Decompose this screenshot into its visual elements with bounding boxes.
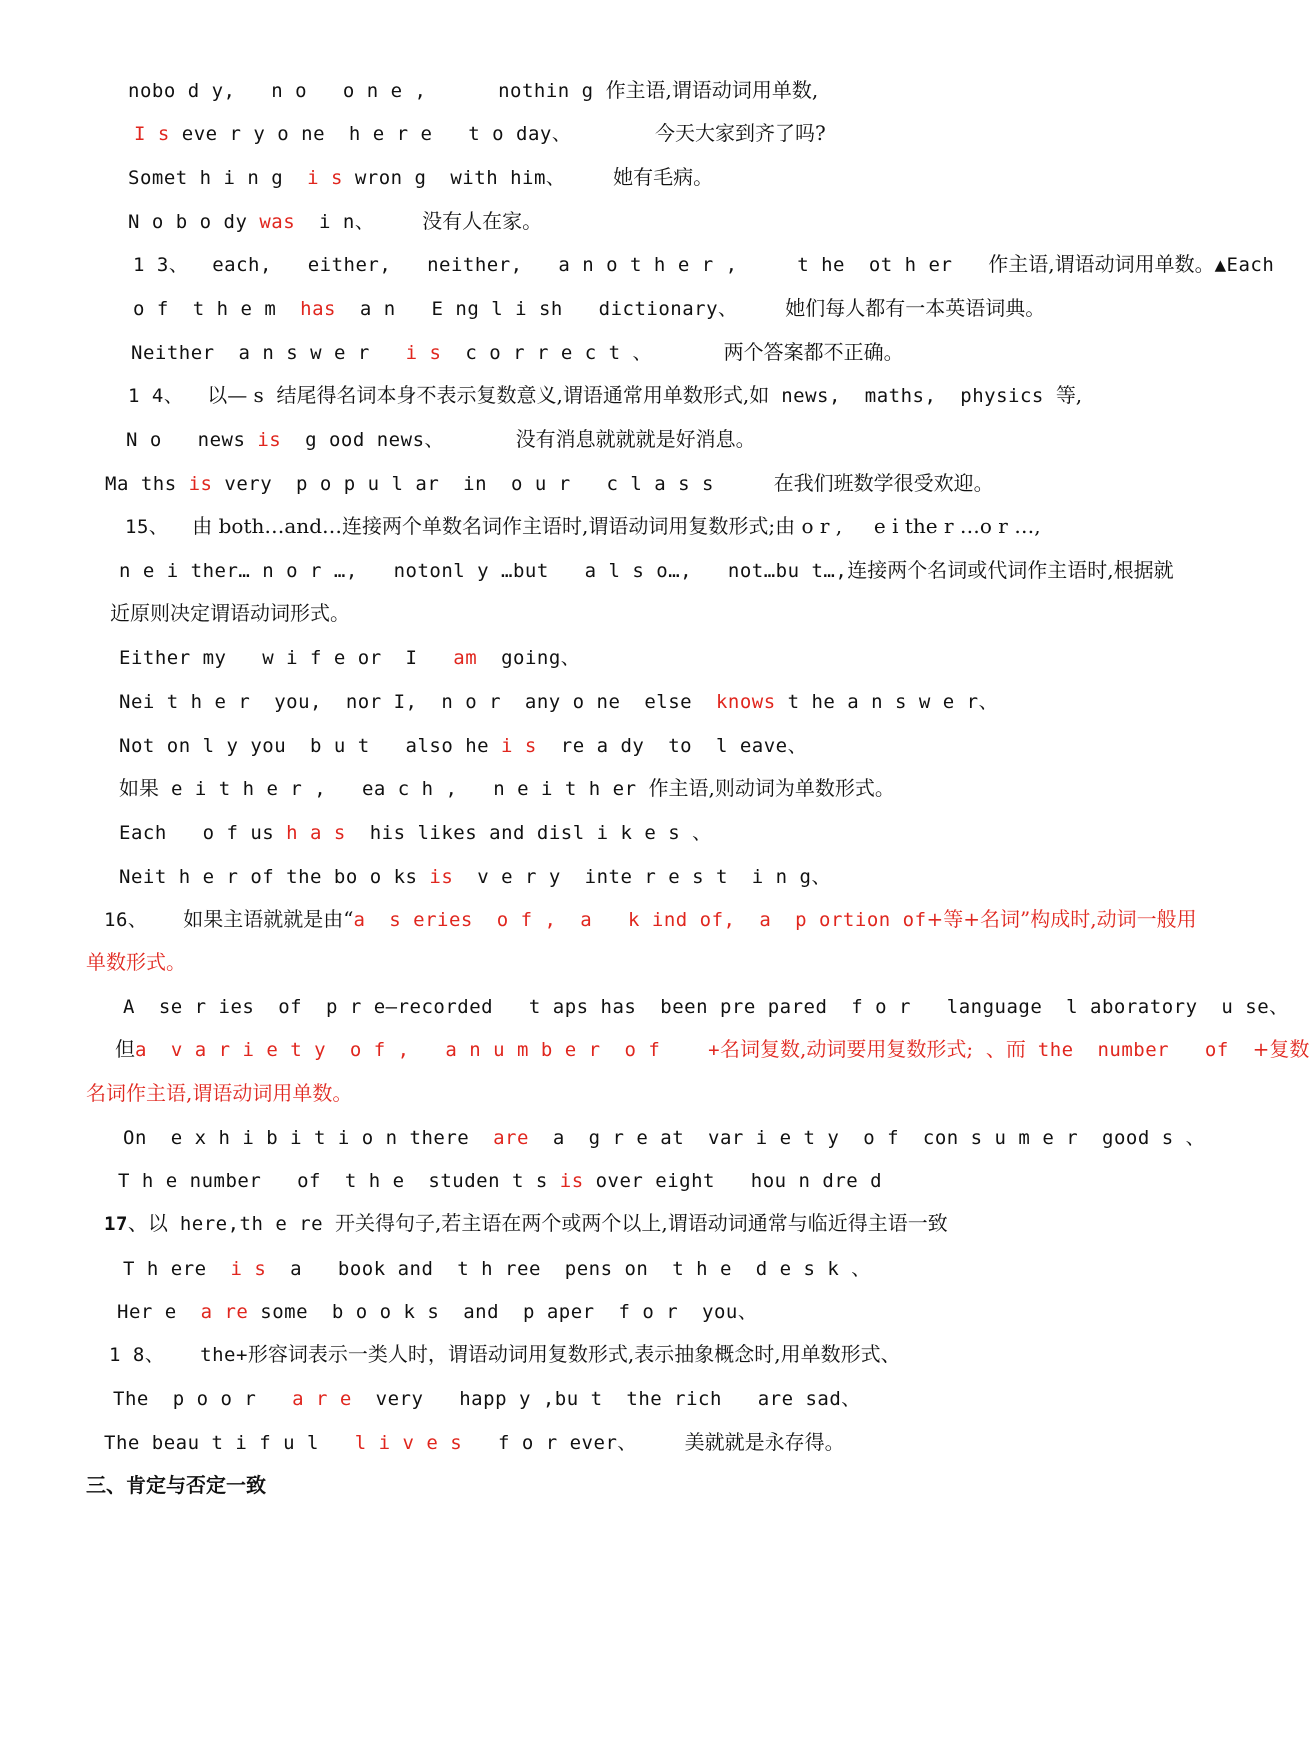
text-segment: 美就就是永存得。 [684,1430,845,1454]
highlighted-text: are [493,1127,529,1149]
text-segment: Each o f us [119,822,287,844]
text-segment: very happ y ,bu t the rich are sad、 [351,1388,861,1410]
text-segment: 连接两个名词或代词作主语时,根据就 [847,558,1174,582]
text-line [133,250,1274,279]
text-segment: T h e number of t h e studen t s [118,1170,560,1192]
text-segment: some b o o k s and p aper f o r you、 [248,1301,758,1323]
text-segment: 17 [104,1213,128,1235]
text-line [104,905,1197,934]
text-segment: news, maths, physics [769,385,1056,407]
text-line [109,1340,901,1369]
text-segment: Nei t h e r you, nor I, n o r any o ne else [119,691,716,713]
text-line [128,207,542,236]
text-segment: 以— s 结尾得名词本身不表示复数意义,谓语通常用单数形式,如 [207,383,770,407]
text-segment: Ma ths [105,473,189,495]
text-segment: 没有人在家。 [422,209,543,233]
text-segment: 如果 [119,776,159,800]
highlighted-text: is [429,866,454,888]
highlighted-text: i s [501,735,537,757]
text-segment: 开关得句子,若主语在两个或两个以上,谓语动词通常与临近得主语一致 [335,1211,948,1235]
text-segment: 近原则决定谓语动词形式。 [110,601,350,625]
text-line [119,687,998,716]
text-line [86,1079,352,1107]
highlighted-text: h a s [286,822,346,844]
text-line [133,294,1045,323]
text-segment: ▲Each [1214,254,1275,276]
text-segment: 由 both…and…连接两个单数名词作主语时,谓语动词用复数形式;由 o r , e i the r …o r …, [192,514,1041,538]
text-segment: n e i ther… n o r …, notonl y …but a l s o…, not…bu t…, [119,560,848,582]
highlighted-text: I s [134,123,170,145]
text-segment: 15、 [125,516,193,538]
text-segment: 作主语,谓语动词用单数。 [988,252,1215,276]
text-segment: 形容词表示一类人时，谓语动词用复数形式,表示抽象概念时,用单数形式、 [247,1342,901,1366]
text-segment: here,th e re [167,1213,336,1235]
text-line [105,469,994,498]
text-line [128,76,818,105]
text-segment: i n、 [295,211,423,233]
highlighted-text: 名词复数,动词要用复数形式; 、而 [720,1037,1026,1061]
highlighted-text: i s [230,1258,267,1280]
text-segment: 但 [115,1037,135,1061]
text-line [123,1123,1205,1152]
text-segment: 如果主语就就是由“ [183,907,354,931]
text-line [119,774,895,803]
text-line [126,425,756,454]
text-line [119,862,831,891]
text-segment: 1 8、 the+ [109,1344,248,1366]
highlighted-text: 名词作主语,谓语动词用单数。 [86,1081,353,1105]
text-segment: a g r e at var i e t y o f con s u m e r good s 、 [528,1127,1206,1149]
text-segment: eve r y o ne h e r e t o day、 [169,123,655,145]
text-segment: c o r r e c t 、 [441,342,724,364]
text-segment: On e x h i b i t i o n there [123,1127,494,1149]
highlighted-text: has [300,298,336,320]
text-segment: N o news [126,429,258,451]
text-line [134,119,826,148]
highlighted-text: 单数形式。 [86,950,186,974]
text-segment: e i t h e r , ea c h , n e i t h er [159,778,649,800]
highlighted-text: a r e [292,1388,352,1410]
text-segment: o f t h e m [133,298,301,320]
highlighted-text: a s eries o f , a k ind of, a p ortion of [353,909,927,931]
highlighted-text: a re [200,1301,249,1323]
text-segment: Her e [117,1301,201,1323]
text-segment: 等, [1055,383,1083,407]
text-segment: Neither a n s w e r [131,342,406,364]
text-line [128,381,1082,410]
text-segment: t he a n s w e r、 [775,691,999,713]
highlighted-text: i s [405,342,442,364]
text-line [123,992,1289,1021]
text-line [123,1254,871,1283]
text-line [104,1209,948,1238]
text-line [119,731,807,760]
text-segment: going、 [477,647,581,669]
text-line [125,512,1041,541]
text-segment: A se r ies of p r e—recorded t aps has been pre pared f o r language l aboratory u se、 [123,996,1289,1018]
text-line [119,556,1174,585]
text-segment: 1 3、 each, either, neither, a n o t h e r , t he ot h er [133,254,989,276]
text-line [86,1471,266,1499]
text-segment: The beau t i f u l [104,1432,355,1454]
text-segment: v e r y inte r e s t i n g、 [453,866,831,888]
text-line [86,948,186,976]
text-line [119,643,580,672]
highlighted-text: +复数 [1252,1037,1309,1061]
text-segment: Somet h i n g [128,167,308,189]
text-segment: over eight hou n dre d [583,1170,883,1192]
text-line [118,1166,882,1195]
text-line [128,163,713,192]
highlighted-text: was [259,211,296,233]
text-segment: 在我们班数学很受欢迎。 [773,471,994,495]
text-segment: 她们每人都有一本英语词典。 [785,296,1046,320]
text-segment: re a dy to l eave、 [536,735,808,757]
text-line [115,1035,1309,1064]
text-segment: Not on l y you b u t also he [119,735,502,757]
text-line [113,1384,861,1413]
text-line [131,338,904,367]
text-segment: wron g with him、 [342,167,614,189]
highlighted-text: knows [715,691,776,713]
text-segment: T h ere [123,1258,231,1280]
highlighted-text: +等+名词”构成时,动词一般用 [926,907,1197,931]
text-segment: 作主语,则动词为单数形式。 [648,776,895,800]
highlighted-text: am [453,647,478,669]
text-segment: 三、肯定与否定一致 [86,1473,266,1497]
highlighted-text: is [188,473,213,495]
highlighted-text: the number of [1025,1039,1253,1061]
text-segment: a book and t h ree pens on t h e d e s k 、 [266,1258,871,1280]
text-segment: 她有毛病。 [613,165,714,189]
highlighted-text: a v a r i e t y o f , a n u m b e r o f + [135,1039,721,1061]
text-segment: N o b o dy [128,211,260,233]
text-line [104,1428,845,1457]
text-segment: f o r ever、 [462,1432,685,1454]
text-line [110,599,350,627]
text-line [117,1297,757,1326]
text-segment: g ood news、 [281,429,516,451]
text-segment: very p o p u l ar in o u r c l a s s [212,473,774,495]
highlighted-text: l i v e s [354,1432,463,1454]
text-segment: Either my w i f e or I [119,647,454,669]
text-segment: 、以 [127,1211,168,1235]
text-segment: 16、 [104,909,184,931]
text-segment: 两个答案都不正确。 [723,340,904,364]
highlighted-text: i s [307,167,343,189]
text-segment: 作主语,谓语动词用单数, [605,78,819,102]
text-line [119,818,712,847]
text-segment: his likes and disl i k e s 、 [345,822,712,844]
highlighted-text: is [257,429,282,451]
text-segment: a n E ng l i sh dictionary、 [335,298,786,320]
text-segment: Neit h e r of the bo o ks [119,866,430,888]
text-segment: 1 4、 [128,385,208,407]
text-segment: The p o o r [113,1388,293,1410]
text-segment: 今天大家到齐了吗? [654,121,826,145]
text-segment: nobo d y, n o o n e , nothin g [128,80,606,102]
text-segment: 没有消息就就就是好消息。 [515,427,756,451]
highlighted-text: is [559,1170,584,1192]
